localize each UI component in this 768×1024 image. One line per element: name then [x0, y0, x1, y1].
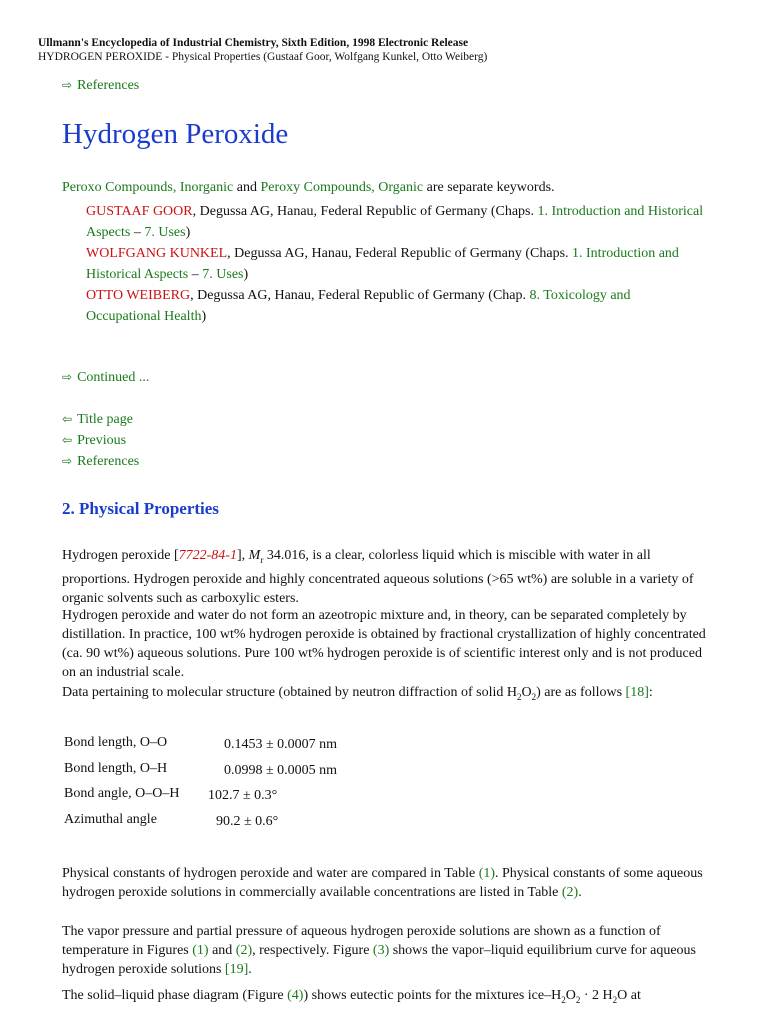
- figure-link-4[interactable]: (4): [287, 988, 304, 1003]
- table-link-1[interactable]: (1): [478, 866, 496, 881]
- cas-number-link[interactable]: 7722-84-1: [178, 548, 237, 563]
- keywords-line: Peroxo Compounds, Inorganic and Peroxy Compounds, Organic are separate keywords.: [62, 180, 555, 195]
- arrow-right-icon: ⇨: [62, 78, 73, 92]
- reference-link-18[interactable]: [18]: [625, 685, 649, 700]
- author-weiberg: OTTO WEIBERG, Degussa AG, Hanau, Federal Republic of Germany (Chap. 8. Toxicology and Occupational Health): [86, 288, 631, 324]
- title-page-link[interactable]: ⇦ Title page: [62, 412, 133, 427]
- chapter-link-toxicology[interactable]: 8. Toxicology and Occupational Health: [86, 288, 631, 324]
- section-heading: 2. Physical Properties: [62, 499, 219, 518]
- arrow-left-icon: ⇦: [62, 433, 73, 447]
- author-name[interactable]: GUSTAAF GOOR: [86, 204, 193, 219]
- paragraph-structure: Data pertaining to molecular structure (obtained by neutron diffraction of solid $H_2O_2$) are as follows [18]:: [62, 685, 653, 702]
- chapter-link-uses[interactable]: 7. Uses: [202, 267, 244, 282]
- paragraph-constants: Physical constants of hydrogen peroxide and water are compared in Table (1). Physical constants of some aqueous hydrogen peroxide solutions in commercially available concentrations are listed in Table (2).: [62, 866, 703, 900]
- references-link-top[interactable]: ⇨ References: [62, 78, 140, 93]
- document-header-subtitle: HYDROGEN PEROXIDE - Physical Properties (Gustaaf Goor, Wolfgang Kunkel, Otto Weiberg): [38, 51, 488, 63]
- arrow-right-icon: ⇨: [62, 454, 73, 468]
- paragraph-distillation: Hydrogen peroxide and water do not form an azeotropic mixture and, in theory, can be separated completely by distillation. In practice, 100 wt% hydrogen peroxide is obtained by fractional crystallization of highly concentrated (ca. 90 wt%) aqueous solutions. Pure 100 wt% hydrogen peroxide is of scientific interest only and is not produced on an industrial scale.: [62, 608, 706, 680]
- figure-link-3[interactable]: (3): [372, 943, 390, 958]
- paragraph-intro: Hydrogen peroxide [7722-84-1], $M_r$ 34.016, is a clear, colorless liquid which is miscible with water in all proportions. Hydrogen peroxide and highly concentrated aqueous solutions (>65 wt%) are soluble in a variety of organic solvents such as carboxylic esters.: [62, 548, 694, 606]
- arrow-left-icon: ⇦: [62, 412, 73, 426]
- previous-link[interactable]: ⇦ Previous: [62, 433, 127, 448]
- continued-link[interactable]: ⇨ Continued ...: [62, 370, 150, 385]
- author-goor: GUSTAAF GOOR, Degussa AG, Hanau, Federal Republic of Germany (Chaps. 1. Introduction and Historical Aspects – 7. Uses): [86, 204, 704, 240]
- page-title: Hydrogen Peroxide: [62, 118, 289, 150]
- table-link-2[interactable]: (2): [561, 885, 579, 900]
- author-name[interactable]: OTTO WEIBERG: [86, 288, 191, 303]
- peroxy-compounds-link[interactable]: Peroxy Compounds, Organic: [260, 180, 424, 195]
- document-header-title: Ullmann's Encyclopedia of Industrial Chemistry, Sixth Edition, 1998 Electronic Release: [38, 37, 469, 49]
- references-link[interactable]: ⇨ References: [62, 454, 140, 469]
- author-kunkel: WOLFGANG KUNKEL, Degussa AG, Hanau, Federal Republic of Germany (Chaps. 1. Introduction and Historical Aspects – 7. Uses): [86, 246, 679, 282]
- paragraph-vapor-pressure: The vapor pressure and partial pressure of aqueous hydrogen peroxide solutions are shown as a function of temperature in Figures (1) and (2), respectively. Figure (3) shows the vapor–liquid equilibrium curve for aqueous hydrogen peroxide solutions [19].: [62, 924, 697, 977]
- paragraph-phase-diagram: The solid–liquid phase diagram (Figure (4)) shows eutectic points for the mixtures ice–$H_2O_2 \cdot 2$ $H_2O$ at: [62, 988, 641, 1005]
- chapter-link-uses[interactable]: 7. Uses: [144, 225, 186, 240]
- chapter-link-introduction[interactable]: 1. Introduction and Historical Aspects: [86, 204, 704, 240]
- peroxo-compounds-link[interactable]: Peroxo Compounds, Inorganic: [62, 180, 234, 195]
- author-name[interactable]: WOLFGANG KUNKEL: [86, 246, 228, 261]
- chapter-link-introduction[interactable]: 1. Introduction and Historical Aspects: [86, 246, 679, 282]
- reference-link-19[interactable]: [19]: [224, 962, 249, 977]
- figure-link-1[interactable]: (1): [192, 943, 209, 958]
- arrow-right-icon: ⇨: [62, 370, 73, 384]
- figure-link-2[interactable]: (2): [235, 943, 253, 958]
